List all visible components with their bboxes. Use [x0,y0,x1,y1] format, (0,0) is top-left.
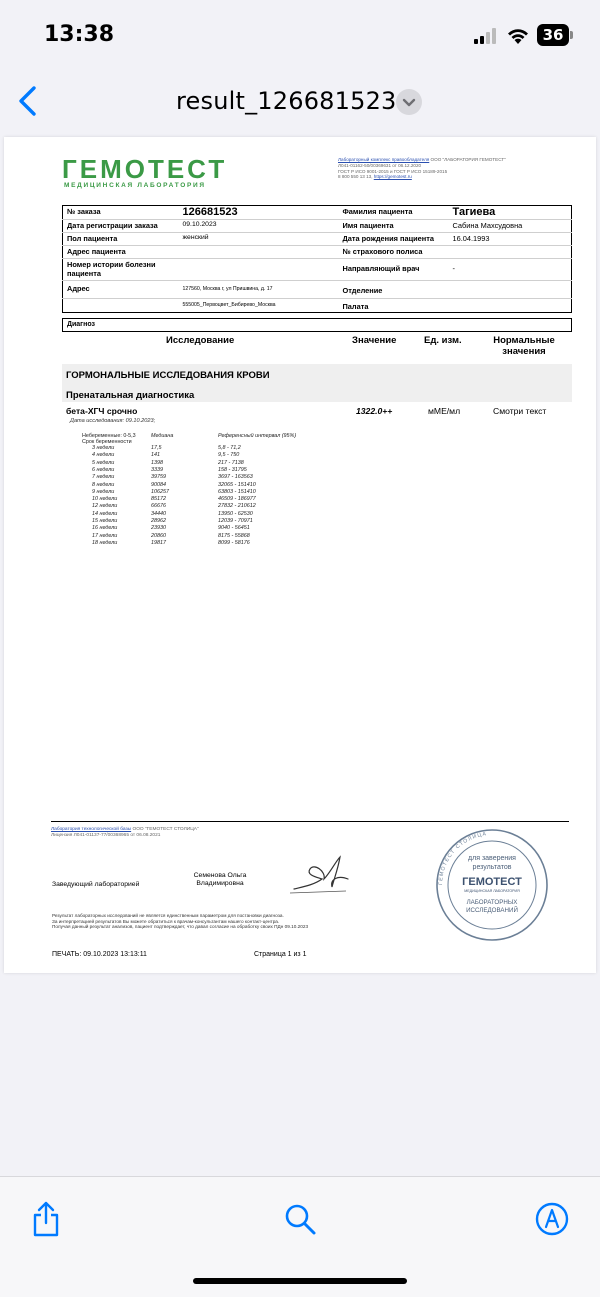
col-unit: Ед. изм. [424,335,462,346]
col-value: Значение [352,335,397,346]
reference-row [82,525,382,531]
document-page[interactable]: ГЕМОТЕСТ МЕДИЦИНСКАЯ ЛАБОРАТОРИЯ Лабораторный комплекс правообладателя ООО "ЛАБОРАТОРИЯ ГЕМОТЕСТ" Л041-01162-50/00369631 от 06.12.2020 ГОСТ Р ИСО 9001-2015 и ГОСТ Р ИСО 15189-2015 8 800 550 13 13, https://gemotest.ru № заказа 126681523 Фамилия пациента Тагиева Дата регистрации заказа 09.10.2023 Имя пациента Сабина Махсудовна Пол пациента женский Дата рождения пациента 16.04.1993 Адрес пациента № страхового полиса Номер истории болезни пациента Направляющий врач - Адрес 127560, Москва г, ул Пришвина, д. 17 Отделение 555005_Первоцвет_Бибирево_Москва Палата Диагноз Исследование Значение Ед. изм. Нормальные значения ГОРМОНАЛЬНЫЕ ИССЛЕДОВАНИЯ КРОВИ Пренатальная диагностика бета-ХГЧ срочно 1322.0++ мМЕ/мл Смотри текст Дата исследования: 09.10.2023; Небеременные: 0-5,3 Срок беременности Медиана Референсный интервал (95%) 3 недели 17,5 5,8 - 71,2 4 недели 141 9,5 - 750 5 недели 1398 217 - 7138 6 недели 3339 158 - 31795 7 недели 39759 3697 - 163563 8 недели 90084 32065 - 151410 9 недели 106257 63803 - 151410 10 недели 85172 46509 - 186977 12 недели 66676 27832 - 210612 14 недели 34440 13950 - 62530 15 недели 28962 12039 - 70971 16 недели 23930 9040 - 56451 17 недели 20860 8175 - 55868 18 недели 19817 8099 - 58176 Лаборатория технологической базы ООО "ГЕМОТЕСТ СТОЛИЦА" Лицензия Л041-01137-77/00368965 от 06.08.2021 Заведующий лабораторией Семенова Ольга Владимировна ГЕМОТЕСТ СТОЛИЦА для заверения результатов ГЕМОТЕСТ МЕДИЦИНСКАЯ ЛАБОРАТОРИЯ ЛАБОРАТОРНЫХ ИССЛЕДОВАНИЙ Результат лабораторных исследований не является единственным параметром для постановки диагноза. За интерпретацией результатов Вы можете обратиться к врачам-консультантам нашего контакт-центра. Получая данный результат анализов, пациент подтверждает, что давал согласие на обработку своих ПДн 09.10.2023 ПЕЧАТЬ: 09.10.2023 13:13:11 Страница 1 из 1 [4,137,596,973]
reference-term: 6 недели [92,466,115,473]
markup-icon[interactable] [534,1199,570,1239]
reference-row [82,533,382,539]
reference-row [82,445,382,451]
diagnosis-row: Диагноз [62,318,572,332]
reference-interval: 27832 - 210612 [218,503,256,510]
disclaimer: Результат лабораторных исследований не является единственным параметром для постановки диагноза. За интерпретацией результатов Вы можете обратиться к врачам-консультантам нашего контакт-центра. Получая данный результат анализов, пациент подтверждает, что давал согласие на обработку своих ПДн 09.10.2023 [52,913,309,930]
reference-interval: 9,5 - 750 [218,452,240,459]
lab-base-link[interactable]: Лаборатория технологической базы [51,827,132,832]
footer-divider [51,821,569,822]
section-title: ГОРМОНАЛЬНЫЕ ИССЛЕДОВАНИЯ КРОВИ [66,370,270,381]
reference-median: 85172 [151,496,166,503]
page-number: Страница 1 из 1 [254,951,307,958]
reference-term: 17 недели [92,532,118,539]
reference-row [82,496,382,502]
reference-term: 12 недели [92,503,118,510]
reference-term: 14 недели [92,510,118,517]
reference-median: 66676 [151,503,166,510]
reference-median: 20860 [151,532,166,539]
reference-term: 16 недели [92,525,118,532]
lab-base-info: Лаборатория технологической базы ООО "ГЕМОТЕСТ СТОЛИЦА" Лицензия Л041-01137-77/00368965 от 06.08.2021 [51,827,199,838]
reference-interval: 63803 - 151410 [218,488,256,495]
reference-median: 1398 [151,459,163,466]
subsection-title: Пренатальная диагностика [66,390,195,401]
reference-row [82,489,382,495]
manager-label: Заведующий лабораторией [52,881,140,888]
gemotest-site-link[interactable]: https://gemotest.ru [373,174,412,180]
reference-median: 17,5 [151,445,162,451]
lab-stamp-icon [434,827,550,943]
nav-bar [0,70,600,134]
reference-interval: 8175 - 55868 [218,532,250,539]
patient-info-table: № заказа 126681523 Фамилия пациента Тагиева Дата регистрации заказа 09.10.2023 Имя пациента Сабина Махсудовна Пол пациента женский Дата рождения пациента 16.04.1993 Адрес пациента № страхового полиса Номер истории болезни пациента Направляющий врач - Адрес 127560, Москва г, ул Пришвина, д. 17 Отделение 555005_Первоцвет_Бибирево_Москва Палата [62,205,572,313]
reference-interval: 8099 - 58176 [218,539,250,546]
reference-row [82,452,382,458]
reference-term: 3 недели [92,445,115,451]
reference-term: 8 недели [92,481,115,488]
reference-median: 106257 [151,488,169,495]
reference-median: 28962 [151,518,166,524]
svg-text:МЕДИЦИНСКАЯ ЛАБОРАТОРИЯ: МЕДИЦИНСКАЯ ЛАБОРАТОРИЯ [464,889,520,893]
reference-interval: 5,8 - 71,2 [218,445,241,451]
lab-complex-link[interactable]: Лабораторный комплекс правообладателя [338,157,430,162]
reference-interval: 12039 - 70971 [218,518,253,524]
reference-median: 39759 [151,474,166,481]
signature-icon [286,849,358,897]
reference-row [82,467,382,473]
order-number: 126681523 [179,206,339,220]
home-indicator[interactable] [193,1278,407,1284]
reference-median: 141 [151,452,160,459]
patient-surname: Тагиева [449,206,572,220]
manager-name: Семенова Ольга Владимировна [193,872,247,887]
reference-term: 18 недели [92,539,118,546]
reference-term: 9 недели [92,488,115,495]
back-chevron-icon[interactable] [14,84,44,118]
test-name: бета-ХГЧ срочно [66,406,138,416]
svg-text:ГЕМОТЕСТ: ГЕМОТЕСТ [462,876,522,888]
reference-interval: 46509 - 186977 [218,496,256,503]
reference-interval: 13950 - 62530 [218,510,253,517]
clock: 13:38 [44,22,115,47]
reference-term: 15 недели [92,518,118,524]
reference-row [82,511,382,517]
reference-row [82,482,382,488]
document-title[interactable]: result_126681523 [176,87,397,115]
col-study: Исследование [166,335,235,346]
reference-interval: 158 - 31795 [218,466,247,473]
reference-term: 7 недели [92,474,115,481]
svg-text:ЛАБОРАТОРНЫХ: ЛАБОРАТОРНЫХ [466,899,518,906]
cellular-signal-icon [474,28,500,44]
print-timestamp: ПЕЧАТЬ: 09.10.2023 13:13:11 [52,951,147,958]
gemotest-logo: ГЕМОТЕСТ МЕДИЦИНСКАЯ ЛАБОРАТОРИЯ [62,154,228,189]
reference-interval: 32065 - 151410 [218,481,256,488]
col-norm: Нормальные значения [493,335,555,357]
reference-term: 4 недели [92,452,115,459]
reference-median: 3339 [151,466,163,473]
reference-row [82,503,382,509]
svg-text:ИССЛЕДОВАНИЙ: ИССЛЕДОВАНИЙ [466,907,518,914]
search-icon[interactable] [282,1199,318,1239]
svg-text:ГЕМОТЕСТ СТОЛИЦА: ГЕМОТЕСТ СТОЛИЦА [437,831,488,886]
reference-interval: 217 - 7138 [218,459,244,466]
reference-interval: 9040 - 56451 [218,525,250,532]
reference-interval: 3697 - 163563 [218,474,253,481]
lab-header-info: Лабораторный комплекс правообладателя ООО "ЛАБОРАТОРИЯ ГЕМОТЕСТ" Л041-01162-50/00369631 от 06.12.2020 ГОСТ Р ИСО 9001-2015 и ГОСТ Р ИСО 15189-2015 8 800 550 13 13, https://gemotest.ru [338,157,506,180]
svg-text:для заверения: для заверения [468,855,516,862]
test-norm: Смотри текст [493,406,547,416]
reference-row [82,460,382,466]
reference-term: 10 недели [92,496,118,503]
test-date: Дата исследования: 09.10.2023; [70,418,156,424]
reference-row [82,540,382,546]
reference-term: 5 недели [92,459,115,466]
reference-median: 34440 [151,510,166,517]
test-unit: мМЕ/мл [428,406,461,416]
reference-row [82,474,382,480]
battery-icon: 36 [537,24,573,46]
test-value: 1322.0++ [356,406,393,416]
reference-median: 23930 [151,525,166,532]
wifi-icon [506,25,530,45]
status-bar [0,0,600,70]
reference-row [82,518,382,524]
reference-median: 90084 [151,481,166,488]
title-chevron-down-icon[interactable] [396,89,422,115]
share-icon[interactable] [28,1199,64,1239]
svg-text:результатов: результатов [472,864,512,871]
reference-median: 19817 [151,539,166,546]
